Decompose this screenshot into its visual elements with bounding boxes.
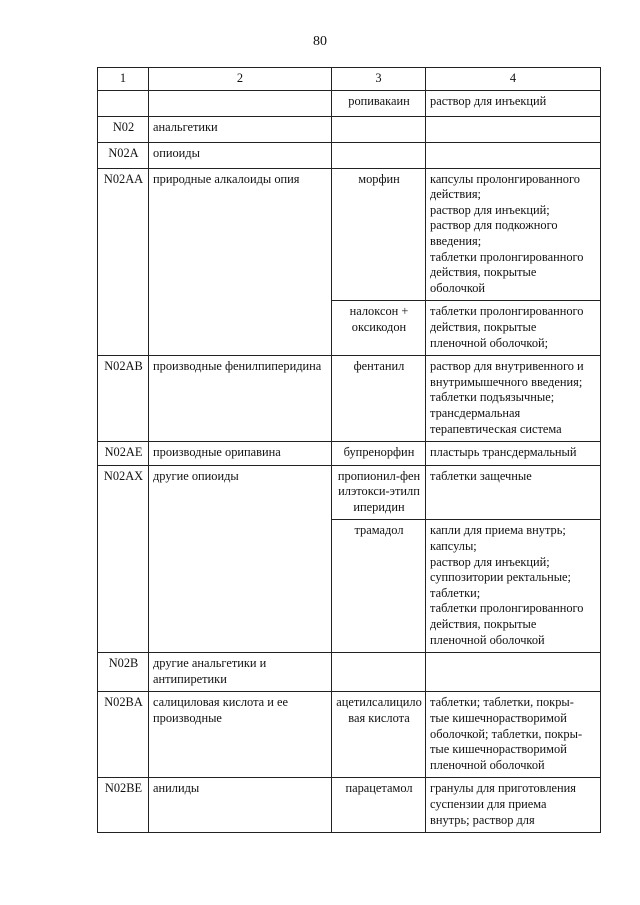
atc-code-cell: N02AX bbox=[98, 465, 149, 653]
drug-table bbox=[97, 67, 601, 833]
dosage-form-line: действия, покрытые bbox=[430, 319, 537, 334]
drug-name-cell bbox=[332, 653, 426, 692]
atc-code-cell: N02AE bbox=[98, 442, 149, 466]
atc-code-cell: N02A bbox=[98, 142, 149, 168]
dosage-form-cell bbox=[426, 778, 601, 833]
dosage-form-line: таблетки; таблетки, покры- bbox=[430, 695, 574, 710]
table-row bbox=[98, 465, 601, 520]
table-row bbox=[98, 692, 601, 778]
group-cell: анальгетики bbox=[149, 116, 332, 142]
dosage-form-line: тые кишечнорастворимой bbox=[430, 711, 567, 725]
dosage-form-line: пластырь трансдермальный bbox=[430, 445, 577, 460]
dosage-form-line: капсулы; bbox=[430, 539, 477, 554]
dosage-form-line: таблетки; bbox=[430, 585, 481, 600]
dosage-form-line: пленочной оболочкой bbox=[430, 632, 545, 647]
table-row bbox=[98, 90, 601, 116]
drug-name-cell: фентанил bbox=[332, 356, 426, 442]
dosage-form-line: оболочкой bbox=[430, 280, 486, 295]
dosage-form-line: суппозитории ректальные; bbox=[430, 570, 571, 585]
drug-name-cell bbox=[332, 116, 426, 142]
group-cell: другие анальгетики и антипиретики bbox=[149, 653, 332, 692]
dosage-form-line: таблетки пролонгированного bbox=[430, 304, 584, 319]
dosage-form-cell bbox=[426, 168, 601, 301]
dosage-form-line: оболочкой; таблетки, покры- bbox=[430, 726, 583, 741]
atc-code-cell: N02BA bbox=[98, 692, 149, 778]
dosage-form-line: раствор для внутривенного и bbox=[430, 359, 584, 374]
header-cell-4: 4 bbox=[426, 68, 601, 91]
group-cell: производные орипавина bbox=[149, 442, 332, 466]
atc-code-cell: N02 bbox=[98, 116, 149, 142]
dosage-form-line: таблетки пролонгированного bbox=[430, 601, 584, 616]
group-cell bbox=[149, 90, 332, 116]
group-cell: природные алкалоиды опия bbox=[149, 168, 332, 356]
dosage-form-line: действия, покрытые bbox=[430, 265, 537, 280]
drug-name-cell: налоксон + оксикодон bbox=[332, 301, 426, 356]
dosage-form-line: гранулы для приготовления bbox=[430, 781, 576, 796]
table-row bbox=[98, 142, 601, 168]
page-number: 80 bbox=[313, 34, 327, 49]
dosage-form-line: раствор для подкожного bbox=[430, 218, 558, 233]
drug-name-cell: трамадол bbox=[332, 520, 426, 653]
drug-name-cell: морфин bbox=[332, 168, 426, 301]
header-cell-1: 1 bbox=[98, 68, 149, 91]
dosage-form-line: действия, покрытые bbox=[430, 617, 537, 632]
header-cell-2: 2 bbox=[149, 68, 332, 91]
table-row bbox=[98, 778, 601, 833]
dosage-form-cell bbox=[426, 465, 601, 520]
header-row bbox=[98, 68, 601, 91]
table-row bbox=[98, 442, 601, 466]
dosage-form-cell bbox=[426, 356, 601, 442]
table-row bbox=[98, 653, 601, 692]
drug-name-cell: пропионил-фенилэтокси-этилпиперидин bbox=[332, 465, 426, 520]
table-row bbox=[98, 356, 601, 442]
dosage-form-cell bbox=[426, 90, 601, 116]
group-cell: опиоиды bbox=[149, 142, 332, 168]
dosage-form-line: раствор для инъекций bbox=[430, 93, 547, 108]
dosage-form-line: трансдермальная bbox=[430, 405, 521, 420]
dosage-form-cell bbox=[426, 301, 601, 356]
dosage-form-line: таблетки защечные bbox=[430, 468, 532, 483]
dosage-form-line: капли для приема внутрь; bbox=[430, 523, 566, 538]
dosage-form-line: пленочной оболочкой; bbox=[430, 335, 549, 350]
atc-code-cell: N02B bbox=[98, 653, 149, 692]
group-cell: другие опиоиды bbox=[149, 465, 332, 653]
dosage-form-cell bbox=[426, 116, 601, 142]
dosage-form-line: действия; bbox=[430, 187, 481, 202]
group-cell: салициловая кислота и ее производные bbox=[149, 692, 332, 778]
table-row bbox=[98, 116, 601, 142]
group-cell: анилиды bbox=[149, 778, 332, 833]
dosage-form-cell bbox=[426, 442, 601, 466]
dosage-form-line: суспензии для приема bbox=[430, 796, 547, 811]
dosage-form-line: внутрь; раствор для bbox=[430, 812, 535, 827]
drug-name-cell bbox=[332, 142, 426, 168]
dosage-form-line: таблетки подъязычные; bbox=[430, 390, 555, 405]
drug-name-cell: ропивакаин bbox=[332, 90, 426, 116]
dosage-form-cell bbox=[426, 520, 601, 653]
atc-code-cell: N02AB bbox=[98, 356, 149, 442]
dosage-form-line: введения; bbox=[430, 233, 482, 248]
table-row bbox=[98, 168, 601, 301]
dosage-form-line: таблетки пролонгированного bbox=[430, 249, 584, 264]
dosage-form-line: раствор для инъекций; bbox=[430, 554, 550, 569]
dosage-form-line: пленочной оболочкой bbox=[430, 757, 545, 772]
atc-code-cell: N02BE bbox=[98, 778, 149, 833]
drug-name-cell: бупренорфин bbox=[332, 442, 426, 466]
dosage-form-line: раствор для инъекций; bbox=[430, 202, 550, 217]
dosage-form-cell bbox=[426, 142, 601, 168]
dosage-form-cell bbox=[426, 692, 601, 778]
atc-code-cell: N02AA bbox=[98, 168, 149, 356]
dosage-form-line: капсулы пролонгированного bbox=[430, 171, 580, 186]
drug-name-cell: парацетамол bbox=[332, 778, 426, 833]
dosage-form-line: внутримышечного введения; bbox=[430, 374, 583, 389]
header-cell-3: 3 bbox=[332, 68, 426, 91]
dosage-form-line: тые кишечнорастворимой bbox=[430, 742, 567, 757]
atc-code-cell bbox=[98, 90, 149, 116]
drug-name-cell: ацетилсалициловая кислота bbox=[332, 692, 426, 778]
dosage-form-line: терапевтическая система bbox=[430, 421, 562, 436]
dosage-form-cell bbox=[426, 653, 601, 692]
group-cell: производные фенилпиперидина bbox=[149, 356, 332, 442]
